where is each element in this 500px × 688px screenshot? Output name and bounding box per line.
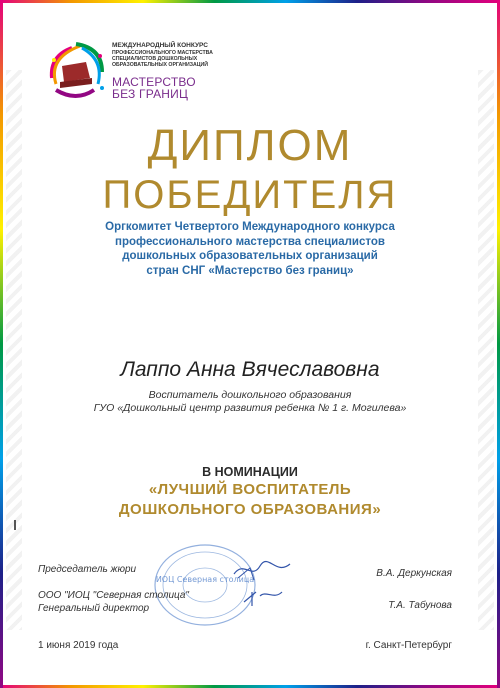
recipient-position: Воспитатель дошкольного образования xyxy=(148,389,352,401)
director-role: Генеральный директор xyxy=(38,602,150,614)
contest-logo xyxy=(42,38,213,108)
logo-title-line-1: МАСТЕРСТВО xyxy=(112,75,196,89)
logo-line-4: ОБРАЗОВАТЕЛЬНЫХ ОРГАНИЗАЦИЙ xyxy=(112,61,208,68)
stamp-text: ИОЦ Северная столица xyxy=(155,575,255,584)
committee-line-4: стран СНГ «Мастерство без границ» xyxy=(146,264,354,277)
logo-subtitle xyxy=(112,42,242,68)
committee-text xyxy=(60,220,440,278)
committee-line-3: дошкольных образовательных организаций xyxy=(122,250,378,262)
director-organization: ООО "ИОЦ "Северная столица" xyxy=(38,590,189,601)
logo-title xyxy=(112,76,242,100)
logo-title-line-2: БЕЗ ГРАНИЦ xyxy=(112,87,189,101)
director-name: Т.А. Табунова xyxy=(388,600,452,611)
committee-line-2: профессионального мастерства специалистов xyxy=(115,235,385,248)
rainbow-border-top xyxy=(0,0,500,3)
nomination-label: В НОМИНАЦИИ xyxy=(202,465,298,479)
rainbow-border-left xyxy=(0,0,3,688)
jury-chair-name: В.А. Деркунская xyxy=(376,568,452,579)
director-title xyxy=(38,590,189,615)
logo-line-3: СПЕЦИАЛИСТОВ ДОШКОЛЬНЫХ xyxy=(112,55,198,62)
committee-line-1: Оргкомитет Четвертого Международного конкурса xyxy=(105,221,395,233)
jury-chair-title: Председатель жюри xyxy=(38,564,137,575)
heading-line-2: ПОБЕДИТЕЛЯ xyxy=(102,173,398,217)
logo-line-1: МЕЖДУНАРОДНЫЙ КОНКУРС xyxy=(112,42,208,49)
recipient-details xyxy=(0,389,500,415)
nomination-block xyxy=(0,464,500,520)
logo-line-2: ПРОФЕССИОНАЛЬНОГО МАСТЕРСТВА xyxy=(112,49,213,56)
diploma-heading xyxy=(0,122,500,218)
issue-city: г. Санкт-Петербург xyxy=(365,640,452,651)
nomination-value-line-1: «ЛУЧШИЙ ВОСПИТАТЕЛЬ xyxy=(148,481,352,498)
nomination-value-line-2: ДОШКОЛЬНОГО ОБРАЗОВАНИЯ» xyxy=(118,501,382,518)
signature-marks-icon xyxy=(230,556,300,612)
heading-line-1: ДИПЛОМ xyxy=(147,121,353,170)
margin-mark xyxy=(14,520,16,530)
recipient-organization: ГУО «Дошкольный центр развития ребенка № 1 г. Могилева» xyxy=(93,402,407,414)
recipient-name: Лаппо Анна Вячеславовна xyxy=(120,358,380,381)
contest-emblem-icon xyxy=(42,38,110,104)
issue-date: 1 июня 2019 года xyxy=(38,640,119,651)
